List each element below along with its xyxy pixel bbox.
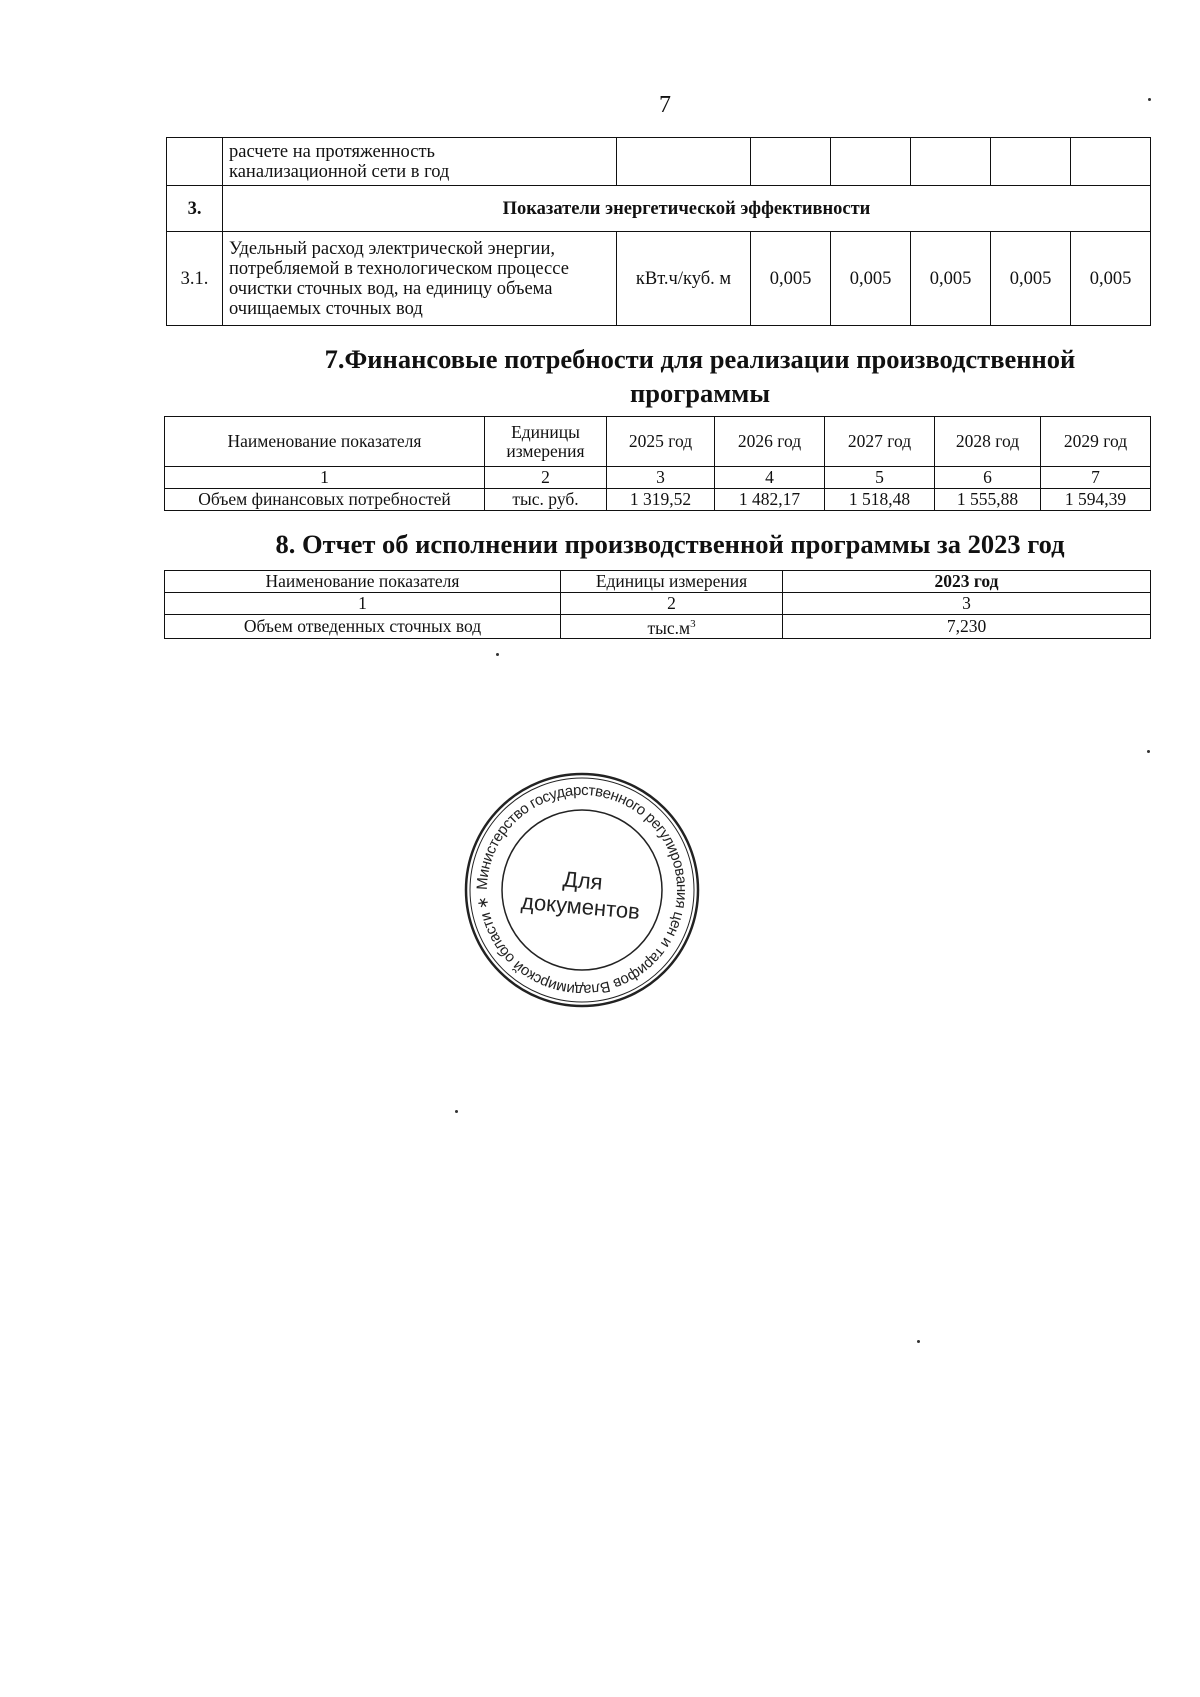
value-cell: 1 518,48 (825, 489, 935, 511)
indicator-name-cell (223, 138, 617, 186)
section-title: Показатели энергетической эффективности (223, 186, 1151, 232)
value-cell: 0,005 (1071, 232, 1151, 326)
value-cell (1071, 138, 1151, 186)
unit-cell: тыс. руб. (485, 489, 607, 511)
number-row (165, 593, 1151, 615)
number-cell: 3 (783, 593, 1151, 615)
section-8-title: 8. Отчет об исполнении производственной программы за 2023 год (275, 529, 1065, 559)
report-table (164, 570, 1151, 639)
unit-text: тыс.м (647, 617, 691, 638)
number-cell: 5 (825, 467, 935, 489)
value-cell (831, 138, 911, 186)
page-number: 7 (659, 92, 671, 118)
stamp-center-line: Для (561, 866, 604, 895)
value-cell (751, 138, 831, 186)
number-cell: 1 (165, 593, 561, 615)
num-cell (167, 138, 223, 186)
stamp-ring-textpath: Министерство государственного регулирования цен и тарифов Владимирской области ∗ (473, 781, 691, 999)
indicator-name-cell (223, 232, 617, 326)
header-cell: Наименование показателя (165, 571, 561, 593)
scan-speck (496, 653, 499, 656)
value-cell: 1 482,17 (715, 489, 825, 511)
value-cell (911, 138, 991, 186)
section-number: 3. (167, 186, 223, 232)
indicator-name-cell: Объем финансовых потребностей (165, 489, 485, 511)
number-cell: 2 (485, 467, 607, 489)
section-row (167, 186, 1151, 232)
indicator-name-cell: Объем отведенных сточных вод (165, 615, 561, 639)
indicator-line: расчете на протяженность (229, 141, 435, 162)
header-cell: 2028 год (935, 417, 1041, 467)
indicator-line: Удельный расход электрической энергии, (229, 238, 555, 259)
scan-speck (455, 1110, 458, 1113)
header-line: измерения (506, 440, 585, 461)
header-cell: Наименование показателя (165, 417, 485, 467)
value-cell: 1 594,39 (1041, 489, 1151, 511)
indicator-line: очищаемых сточных вод (229, 298, 423, 319)
financial-needs-table (164, 416, 1151, 511)
table-row (167, 232, 1151, 326)
number-cell: 2 (561, 593, 783, 615)
number-cell: 3 (607, 467, 715, 489)
header-line: Единицы (511, 421, 580, 442)
value-cell: 0,005 (831, 232, 911, 326)
header-row (165, 417, 1151, 467)
stamp-center-line: документов (520, 888, 641, 925)
value-cell: 0,005 (991, 232, 1071, 326)
unit-superscript: 3 (690, 618, 696, 630)
number-cell: 1 (165, 467, 485, 489)
scan-speck (917, 1340, 920, 1343)
row-number: 3.1. (167, 232, 223, 326)
indicators-table (166, 137, 1151, 326)
value-cell: 1 555,88 (935, 489, 1041, 511)
header-cell: 2023 год (783, 571, 1151, 593)
section-7-title (220, 342, 1180, 410)
indicator-line: очистки сточных вод, на единицу объема (229, 278, 553, 299)
table-row (165, 615, 1151, 639)
official-stamp (462, 770, 702, 1010)
header-cell: 2027 год (825, 417, 935, 467)
unit-cell (617, 138, 751, 186)
number-cell: 4 (715, 467, 825, 489)
number-row (165, 467, 1151, 489)
scan-speck (1148, 98, 1151, 101)
value-cell: 7,230 (783, 615, 1151, 639)
header-cell: 2025 год (607, 417, 715, 467)
unit-cell: кВт.ч/куб. м (617, 232, 751, 326)
header-cell (485, 417, 607, 467)
number-cell: 6 (935, 467, 1041, 489)
section-7-title-line: программы (629, 378, 771, 408)
value-cell: 1 319,52 (607, 489, 715, 511)
value-cell: 0,005 (751, 232, 831, 326)
number-cell: 7 (1041, 467, 1151, 489)
table-row (167, 138, 1151, 186)
header-cell: Единицы измерения (561, 571, 783, 593)
section-7-title-line: 7.Финансовые потребности для реализации производственной (324, 344, 1076, 374)
header-cell: 2029 год (1041, 417, 1151, 467)
stamp-center (520, 863, 643, 924)
header-row (165, 571, 1151, 593)
indicator-line: потребляемой в технологическом процессе (229, 258, 569, 279)
value-cell (991, 138, 1071, 186)
unit-cell (561, 615, 783, 639)
scan-speck (1147, 750, 1150, 753)
table-row (165, 489, 1151, 511)
value-cell: 0,005 (911, 232, 991, 326)
header-cell: 2026 год (715, 417, 825, 467)
indicator-line: канализационной сети в год (229, 161, 450, 182)
